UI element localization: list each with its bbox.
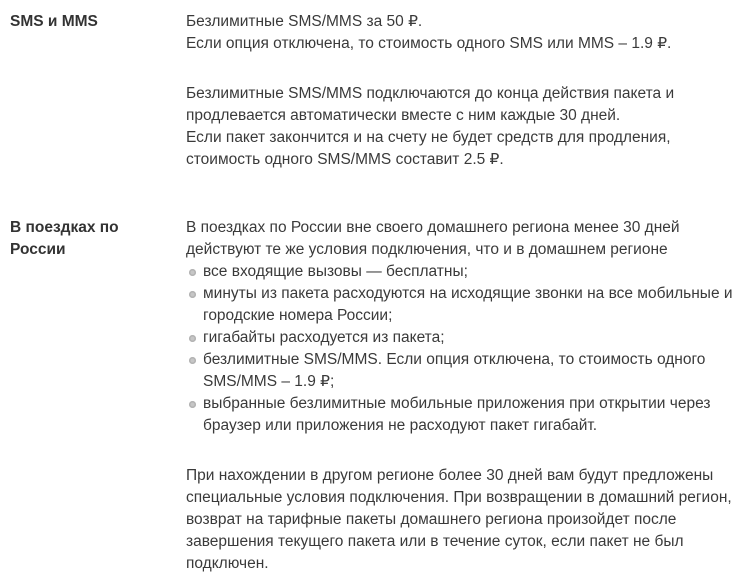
bullet-icon [189,335,196,342]
section-content-sms-mms [186,11,735,171]
paragraph-travel-outro [186,465,735,575]
list-item [186,349,735,393]
text-line: При нахождении в другом регионе более 30 дней вам будут предложены специальные условия подключения. При возвращении в домашний регион, возврат на тарифные пакеты домашнего региона произойдет после завершения текущего пакета или в течение суток, если пакет не был подключен. [186,467,732,572]
list-item-text: минуты из пакета расходуются на исходящие звонки на все мобильные и городские номера России; [203,285,733,324]
bullet-icon [189,401,196,408]
text-line: Безлимитные SMS/MMS за 50 ₽. [186,13,423,30]
list-item [186,393,735,437]
list-item-text: безлимитные SMS/MMS. Если опция отключена, то стоимость одного SMS/MMS – 1.9 ₽; [203,351,706,390]
list-item [186,327,735,349]
list-item [186,261,735,283]
list-item-text: гигабайты расходуется из пакета; [203,329,445,346]
bullet-icon [189,291,196,298]
list-item-text: выбранные безлимитные мобильные приложения при открытии через браузер или приложения не расходуют пакет гигабайт. [203,395,711,434]
paragraph-travel-intro [186,217,735,261]
paragraph-sms-renewal [186,83,735,171]
text-line: В поездках по России вне своего домашнего региона менее 30 дней действуют те же условия подключения, что и в домашнем регионе [186,219,680,258]
section-content-travel-russia [186,217,735,575]
paragraph-sms-price [186,11,735,55]
text-line: Безлимитные SMS/MMS подключаются до конца действия пакета и продлевается автоматически вместе с ним каждые 30 дней. [186,85,675,124]
bullet-icon [189,357,196,364]
text-line: Если пакет закончится и на счету не будет средств для продления, стоимость одного SMS/MMS составит 2.5 ₽. [186,129,671,168]
section-sms-mms [10,11,735,171]
bullet-icon [189,269,196,276]
section-label-sms-mms: SMS и MMS [10,13,98,30]
travel-conditions-list [186,261,735,437]
section-label-travel-russia: В поездках по России [10,219,119,258]
text-line: Если опция отключена, то стоимость одного SMS или MMS – 1.9 ₽. [186,35,672,52]
section-travel-russia [10,217,735,575]
list-item [186,283,735,327]
list-item-text: все входящие вызовы — бесплатны; [203,263,468,280]
